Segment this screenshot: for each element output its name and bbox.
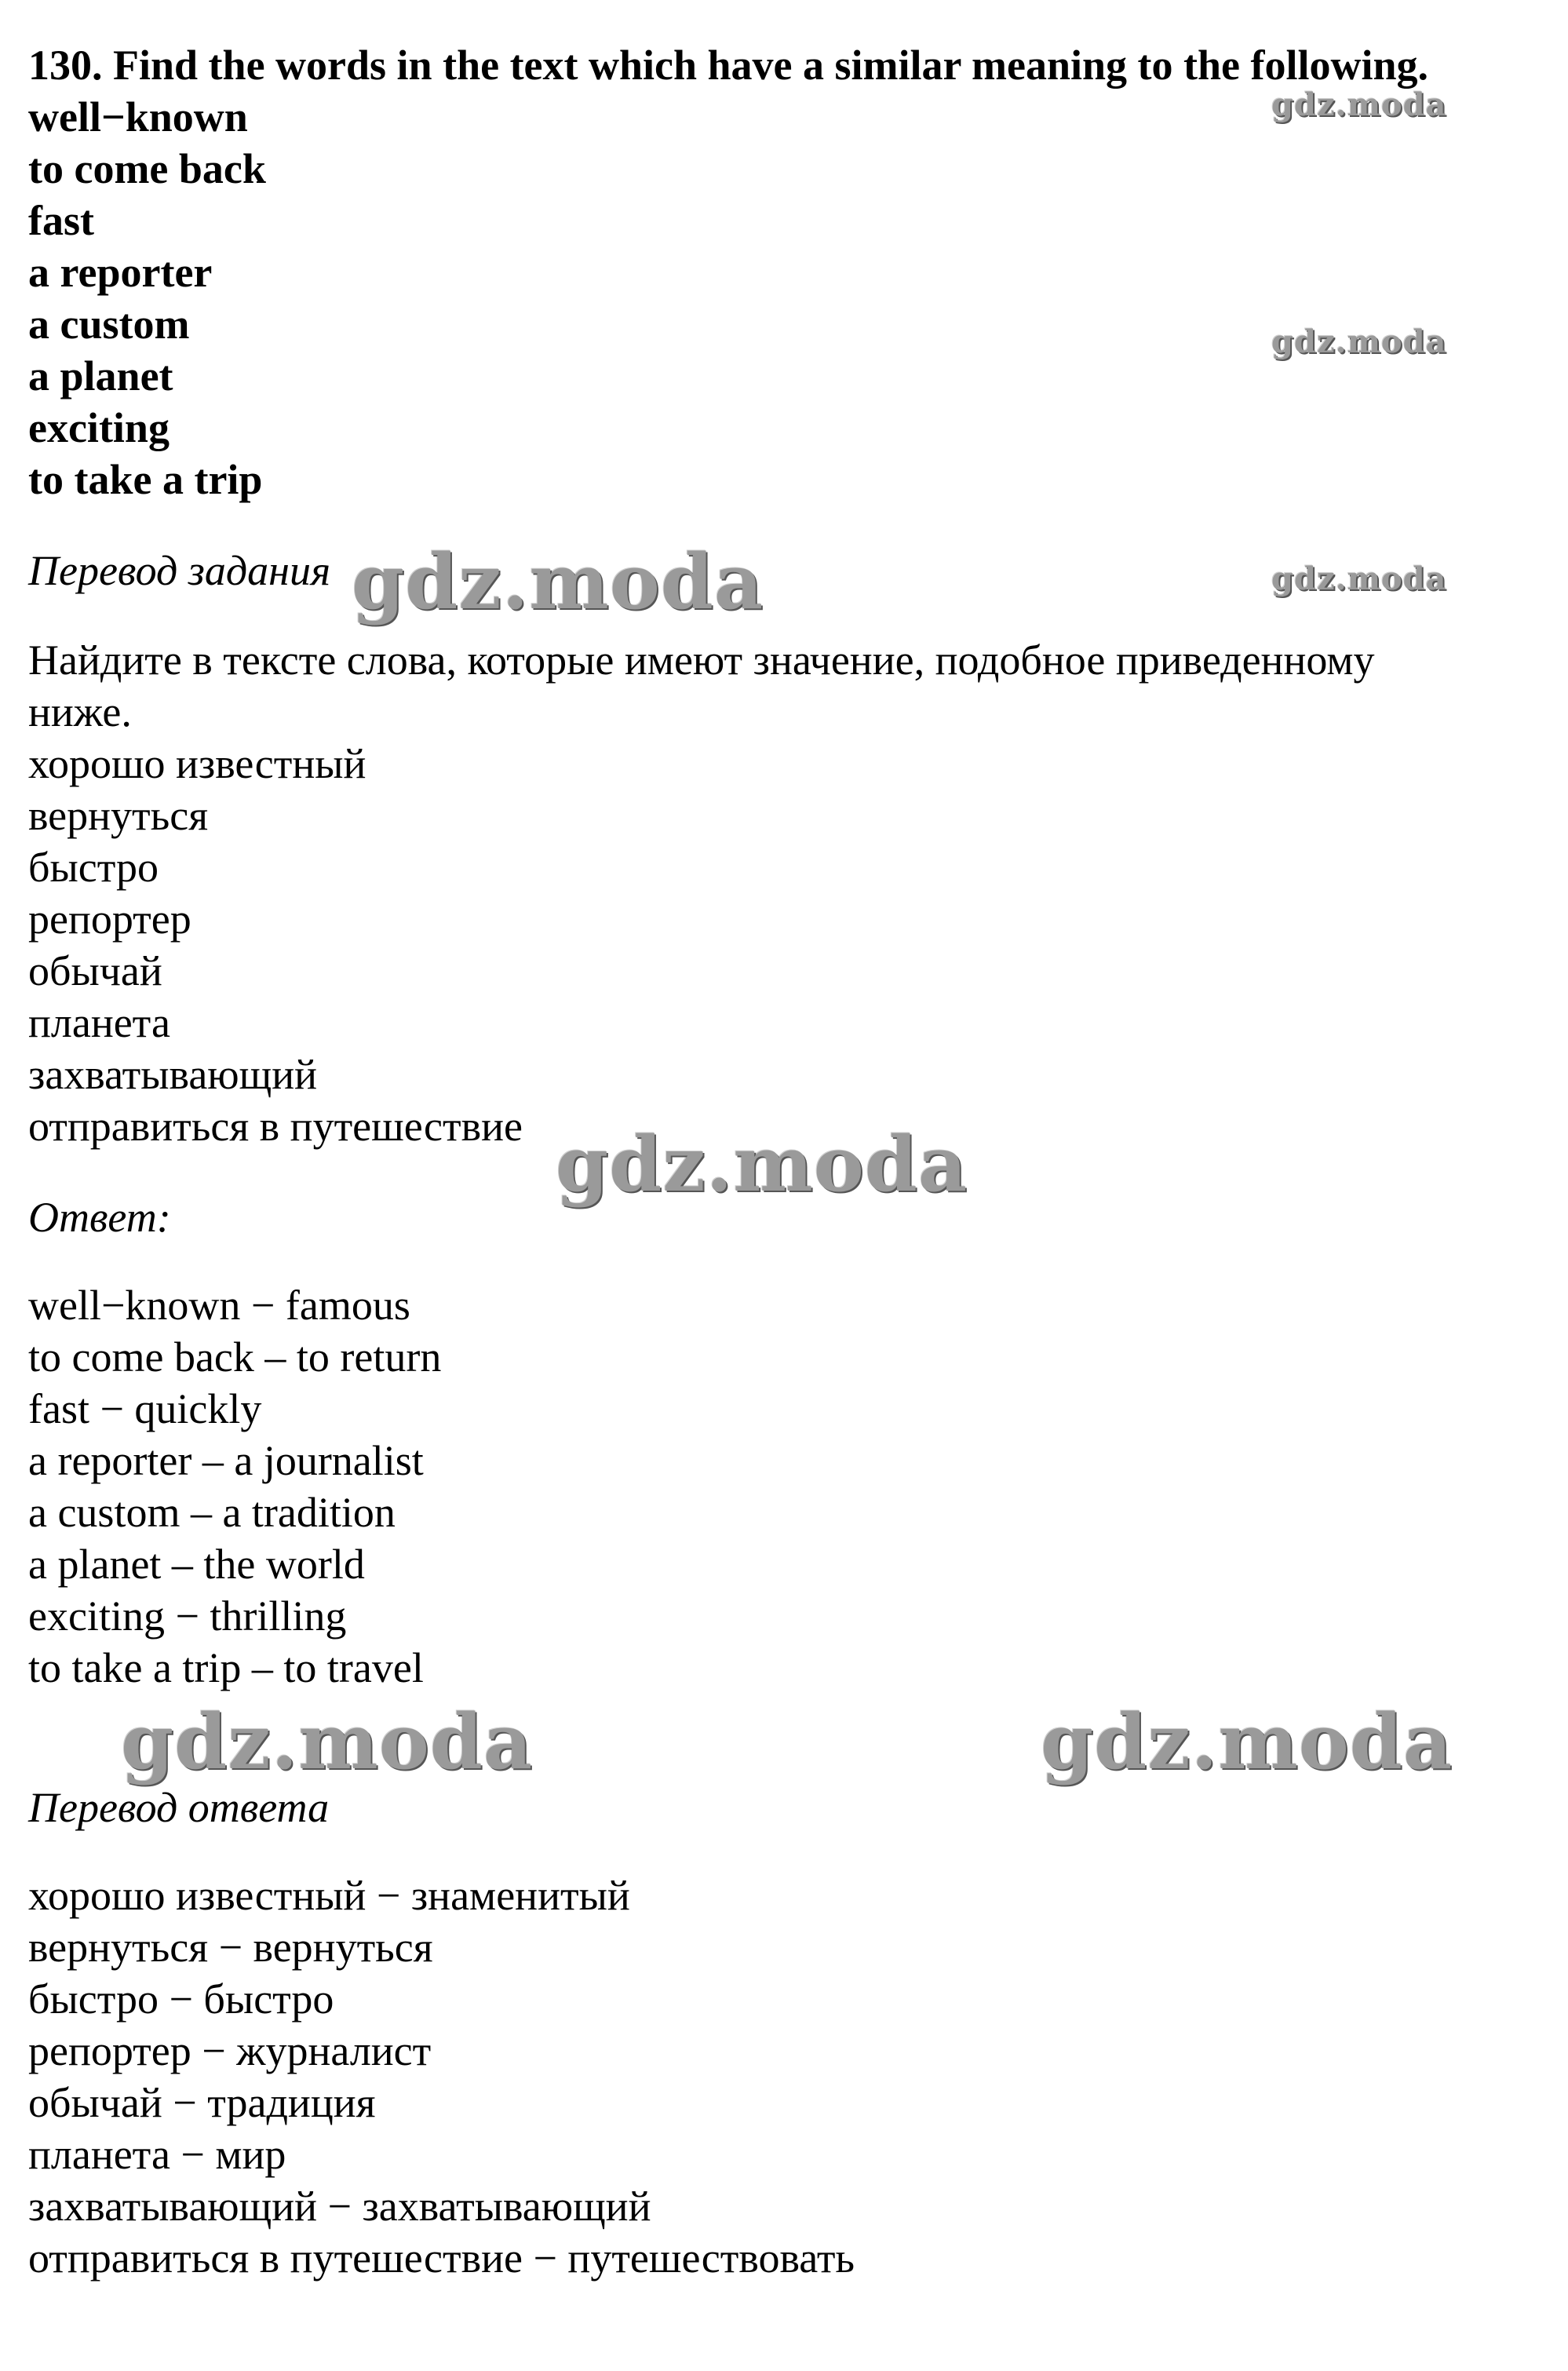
answer-pair: to take a trip – to travel bbox=[28, 1644, 424, 1691]
answer-pair: a planet – the world bbox=[28, 1541, 365, 1588]
watermark: gdz.moda bbox=[1041, 1698, 1453, 1786]
answer-translation-pair: вернуться − вернуться bbox=[28, 1924, 433, 1971]
task-translation-word: репортер bbox=[28, 896, 191, 943]
watermark: gdz.moda bbox=[556, 1120, 968, 1209]
answer-translation-label: Перевод ответа bbox=[28, 1784, 330, 1831]
answer-pair: fast − quickly bbox=[28, 1385, 262, 1432]
answer-translation-pair: репортер − журналист bbox=[28, 2027, 432, 2074]
task-translation-text: Найдите в тексте слова, которые имеют значение, подобное приведенному bbox=[28, 637, 1375, 684]
task-word: to take a trip bbox=[28, 456, 263, 503]
task-word: exciting bbox=[28, 404, 170, 451]
watermark: gdz.moda bbox=[121, 1698, 534, 1786]
answer-translation-pair: быстро − быстро bbox=[28, 1975, 334, 2023]
task-translation-label: Перевод задания bbox=[28, 547, 331, 594]
task-translation-word: хорошо известный bbox=[28, 740, 366, 787]
task-translation-word: быстро bbox=[28, 844, 159, 891]
answer-label: Ответ: bbox=[28, 1194, 171, 1241]
task-translation-word: обычай bbox=[28, 947, 162, 994]
task-word: to come back bbox=[28, 145, 266, 192]
answer-pair: a custom – a tradition bbox=[28, 1489, 396, 1536]
answer-pair: to come back – to return bbox=[28, 1333, 442, 1381]
answer-translation-pair: обычай − традиция bbox=[28, 2079, 376, 2126]
answer-translation-pair: захватывающий − захватывающий bbox=[28, 2183, 651, 2230]
answer-translation-pair: хорошо известный − знаменитый bbox=[28, 1872, 630, 1919]
task-word: fast bbox=[28, 197, 94, 244]
answer-pair: exciting − thrilling bbox=[28, 1592, 347, 1640]
task-word: well−known bbox=[28, 93, 248, 140]
task-translation-word: вернуться bbox=[28, 792, 209, 839]
watermark: gdz.moda bbox=[1271, 86, 1447, 123]
answer-pair: well−known − famous bbox=[28, 1282, 410, 1329]
watermark: gdz.moda bbox=[352, 538, 764, 626]
watermark: gdz.moda bbox=[1271, 323, 1447, 360]
answer-pair: a reporter – a journalist bbox=[28, 1437, 424, 1484]
task-translation-word: планета bbox=[28, 999, 170, 1046]
task-translation-word: отправиться в путешествие bbox=[28, 1103, 523, 1150]
answer-translation-pair: планета − мир bbox=[28, 2131, 286, 2178]
task-translation-text: ниже. bbox=[28, 688, 132, 735]
watermark: gdz.moda bbox=[1271, 560, 1447, 597]
task-word: a custom bbox=[28, 301, 190, 348]
task-word: a planet bbox=[28, 352, 173, 399]
task-word: a reporter bbox=[28, 249, 213, 296]
task-translation-word: захватывающий bbox=[28, 1051, 318, 1098]
answer-translation-pair: отправиться в путешествие − путешествовать bbox=[28, 2234, 855, 2282]
task-heading: 130. Find the words in the text which have a similar meaning to the following. bbox=[28, 42, 1429, 89]
